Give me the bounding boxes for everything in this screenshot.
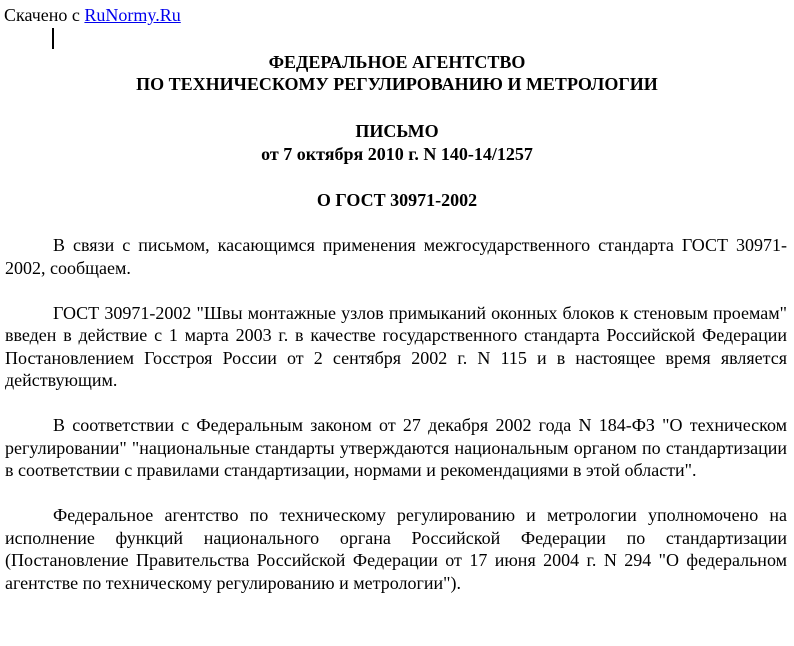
- agency-name-line1: ФЕДЕРАЛЬНОЕ АГЕНТСТВО: [268, 52, 526, 72]
- paragraph-3: В соответствии с Федеральным законом от 27 декабря 2002 года N 184-ФЗ "О техническом регулировании" "национальные стандарты утверждаются национальным органом по стандартизации в соответствии с правилами стандартизации, нормами и рекомендациями в этой области".: [5, 415, 787, 480]
- agency-name-line2: ПО ТЕХНИЧЕСКОМУ РЕГУЛИРОВАНИЮ И МЕТРОЛОГИИ: [136, 74, 658, 94]
- paragraph-2: ГОСТ 30971-2002 "Швы монтажные узлов примыканий оконных блоков к стеновым проемам" введен в действие с 1 марта 2003 г. в качестве государственного стандарта Российской Федерации Постановлением Госстроя России от 2 сентября 2002 г. N 115 и в настоящее время является действующим.: [5, 302, 787, 390]
- document-subject: О ГОСТ 30971-2002: [316, 190, 478, 210]
- download-source-line: [4, 4, 181, 26]
- site-link[interactable]: RuNormy.Ru: [84, 5, 181, 25]
- paragraph-4: Федеральное агентство по техническому регулированию и метрологии уполномочено на исполнение функций национального органа Российской Федерации по стандартизации (Постановление Правительства Российской Федерации от 17 июня 2004 г. N 294 "О федеральном агентстве по техническому регулированию и метрологии").: [5, 505, 787, 593]
- document-date-number: от 7 октября 2010 г. N 140-14/1257: [261, 144, 533, 164]
- document-type: ПИСЬМО: [355, 121, 439, 141]
- downloaded-prefix: Скачено с: [4, 5, 85, 25]
- text-cursor: [52, 28, 54, 49]
- letter-body: [5, 234, 787, 617]
- paragraph-1: В связи с письмом, касающимся применения межгосударственного стандарта ГОСТ 30971-2002, сообщаем.: [5, 235, 787, 278]
